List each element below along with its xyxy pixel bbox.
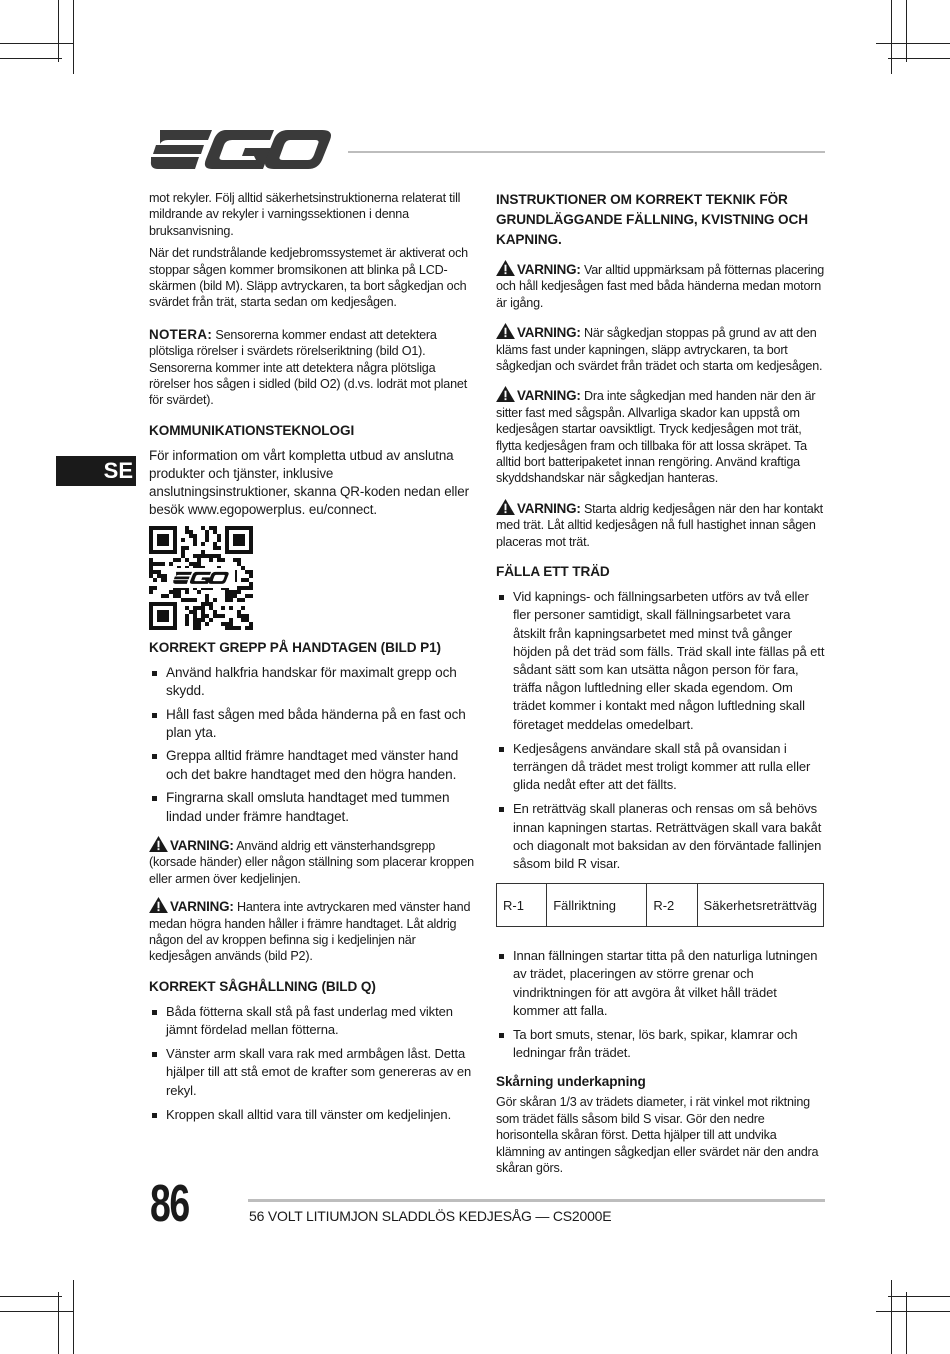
warning-label: VARNING: [517,500,581,516]
crop-mark [0,58,62,59]
warning-label: VARNING: [517,388,581,404]
right-column [496,190,826,1182]
crop-mark [58,0,59,62]
header-rule [348,151,825,153]
warning-2 [496,323,826,374]
warning-icon [496,260,515,276]
list-item: Greppa alltid främre handtaget med vänster hand och det bakre handtaget med den högra handen. [149,747,477,784]
warning-text: När sågkedjan stoppas på grund av att den kläms fast under kapningen, släpp avtryckaren, ta bort sågkedjan och svärdet från trädet och starta om kedjesågen. [496,326,823,374]
footer-rule [248,1199,825,1202]
main-heading: INSTRUKTIONER OM KORREKT TEKNIK FÖR GRUNDLÄGGANDE FÄLLNING, KVISTNING OCH KAPNING. [496,192,808,247]
warning-text: Hantera inte avtryckaren med vänster hand medan högra handen håller i främre handtaget. Låt aldrig någon del av kroppen befinna sig i kedjelinjen när kedjesågen används (bild P2). [149,900,471,964]
stance-list [149,1003,477,1124]
footer-title: 56 VOLT LITIUMJON SLADDLÖS KEDJESÅG — CS2000E [249,1208,612,1224]
warning-label: VARNING: [170,837,234,853]
notch-text: Gör skåran 1/3 av trädets diameter, i rät vinkel mot riktning som trädet fälls såsom bild S visar. Gör den nedre horisontella skåran först. Detta hjälper till att undvika klämning av antingen sågkedjan eller svärdet när den andra skåran görs. [496,1095,819,1175]
fell-heading: FÄLLA ETT TRÄD [496,564,610,580]
warning-text: Var alltid uppmärksam på fötternas placering och håll kedjesågen fast med båda händerna medan motorn är igång. [496,263,825,310]
table-cell: Säkerhetsreträttväg [697,884,823,927]
warning-icon [496,499,515,515]
warning-label: VARNING: [170,899,234,915]
crop-mark [891,1280,892,1354]
note-text: Sensorerna kommer endast att detektera plötsliga rörelser i svärdets rörelseriktning (bild O1). Sensorerna kommer inte att detektera några plötsliga rörelser hos sågen i sidled (bild O2) (d.vs. lodrät mot planet för svärdet). [149,327,467,408]
list-item: Ta bort smuts, stenar, lös bark, spikar, klamrar och ledningar från trädet. [496,1026,826,1062]
ego-logo [150,128,332,172]
fell-list-2 [496,947,826,1062]
list-item: Innan fällningen startar titta på den naturliga lutningen av trädet, placeringen av större grenar och vindriktningen för att avgöra åt vilket håll trädet kommer att falla. [496,947,826,1020]
list-item: Använd halkfria handskar för maximalt grepp och skydd. [149,664,477,701]
notch-heading: Skårning underkapning [496,1074,646,1090]
warning-icon [496,323,515,339]
warning-text: Dra inte sågkedjan med handen när den är sitter fast med sågspån. Allvarliga skador kan uppstå om kedjesågen startar oavsiktligt. Tryck kedjesågen mot trät, flytta kedjesågen fram och tillbaka för att lossa skräpet. Ta alltid bort batteripaketet innan rengöring. Använd kraftiga skyddshandskar när sågkedjan hanteras. [496,389,816,486]
comm-heading: KOMMUNIKATIONSTEKNOLOGI [149,422,355,438]
warning-text: Starta aldrig kedjesågen när den har kontakt med trät. Låt alltid kedjesågen nå full hastighet innan sågen placeras mot trät. [496,501,823,549]
crop-mark [876,43,950,44]
language-tab: SE [56,456,136,486]
crop-mark [0,1311,74,1312]
warning-label: VARNING: [517,325,581,341]
crop-mark [891,0,892,74]
warning-icon [149,897,168,913]
warning-1 [149,836,477,887]
warning-text: Använd aldrig ett vänsterhandsgrepp (korsade händer) eller någon ställning som placerar kroppen eller armen över kedjelinjen. [149,838,474,886]
list-item: Vänster arm skall vara rak med armbågen låst. Detta hjälper till att stå emot de krafter som genereras av en rekyl. [149,1045,477,1100]
table-row [497,884,824,927]
grip-list [149,664,477,826]
qr-ego-logo [173,571,229,585]
crop-mark [876,1311,950,1312]
warning-icon [496,386,515,402]
note-label: NOTERA: [149,326,213,342]
list-item: Båda fötterna skall stå på fast underlag med vikten jämnt fördelad mellan fötterna. [149,1003,477,1039]
table-cell: R-1 [497,884,547,927]
crop-mark [73,0,74,74]
crop-mark [0,1296,62,1297]
crop-mark [906,0,907,62]
warning-3 [496,386,826,486]
warning-1 [496,260,826,311]
fell-list [496,588,826,873]
intro-paragraph-2: När det rundstrålande kedjebromssystemet är aktiverat och stoppar sågen kommer bromsikonen att blinka på LCD-skärmen (bild M). Släpp avtryckaren, ta bort sågkedjan och svärdet från trät, starta sedan om kedjesågen. [149,246,468,310]
crop-mark [888,1296,950,1297]
warning-icon [149,836,168,852]
list-item: Fingrarna skall omsluta handtaget med tummen lindad under främre handtaget. [149,789,477,826]
list-item: En reträttväg skall planeras och rensas om så behövs innan kapningen startas. Reträttvägen skall vara bakåt och diagonalt mot baksidan av den förväntade fallinjen såsom bild R visar. [496,800,826,873]
crop-mark [888,58,950,59]
note-paragraph [149,327,477,409]
list-item: Kroppen skall alltid vara till vänster om kedjelinjen. [149,1106,477,1124]
list-item: Kedjesågens användare skall stå på ovansidan i terrängen då trädet mest troligt kommer att rulla eller glida nedåt efter att det fällts. [496,740,826,795]
comm-text: För information om vårt kompletta utbud av anslutna produkter och tjänster, inklusive anslutningsinstruktioner, skanna QR-koden nedan eller besök www.egopowerplus. eu/connect. [149,447,469,518]
intro-paragraph-1: mot rekyler. Följ alltid säkerhetsinstruktionerna relaterat till mildrande av rekyler i varningssektionen i denna bruksanvisning. [149,191,461,238]
stance-heading: KORREKT SÅGHÅLLNING (BILD Q) [149,978,376,994]
table-cell: Fällriktning [547,884,647,927]
qr-logo [167,568,235,588]
grip-heading: KORREKT GREPP PÅ HANDTAGEN (BILD P1) [149,639,441,655]
list-item: Håll fast sågen med båda händerna på en fast och plan yta. [149,706,477,743]
table-cell: R-2 [647,884,697,927]
warning-label: VARNING: [517,262,581,277]
warning-4 [496,499,826,550]
crop-mark [0,43,74,44]
list-item: Vid kapnings- och fällningsarbeten utförs av två eller fler personer samtidigt, skall fällningsarbetet vara åtskilt från kapningsarbetet med minst två gånger höjden på det träd som fälls. Träd skall inte fällas på ett sådant sätt som kan utsätta någon person för fara, träffa någon luftledning eller skada egendom. Om trädet kommer i kontakt med någon luftledning skall företaget meddelas omedelbart. [496,588,826,734]
crop-mark [906,1292,907,1354]
page-number: 86 [150,1175,189,1233]
warning-2 [149,897,477,965]
crop-mark [58,1292,59,1354]
crop-mark [73,1280,74,1354]
left-column [149,190,477,1124]
qr-code[interactable] [149,526,253,630]
figure-r-legend-table [496,883,824,927]
